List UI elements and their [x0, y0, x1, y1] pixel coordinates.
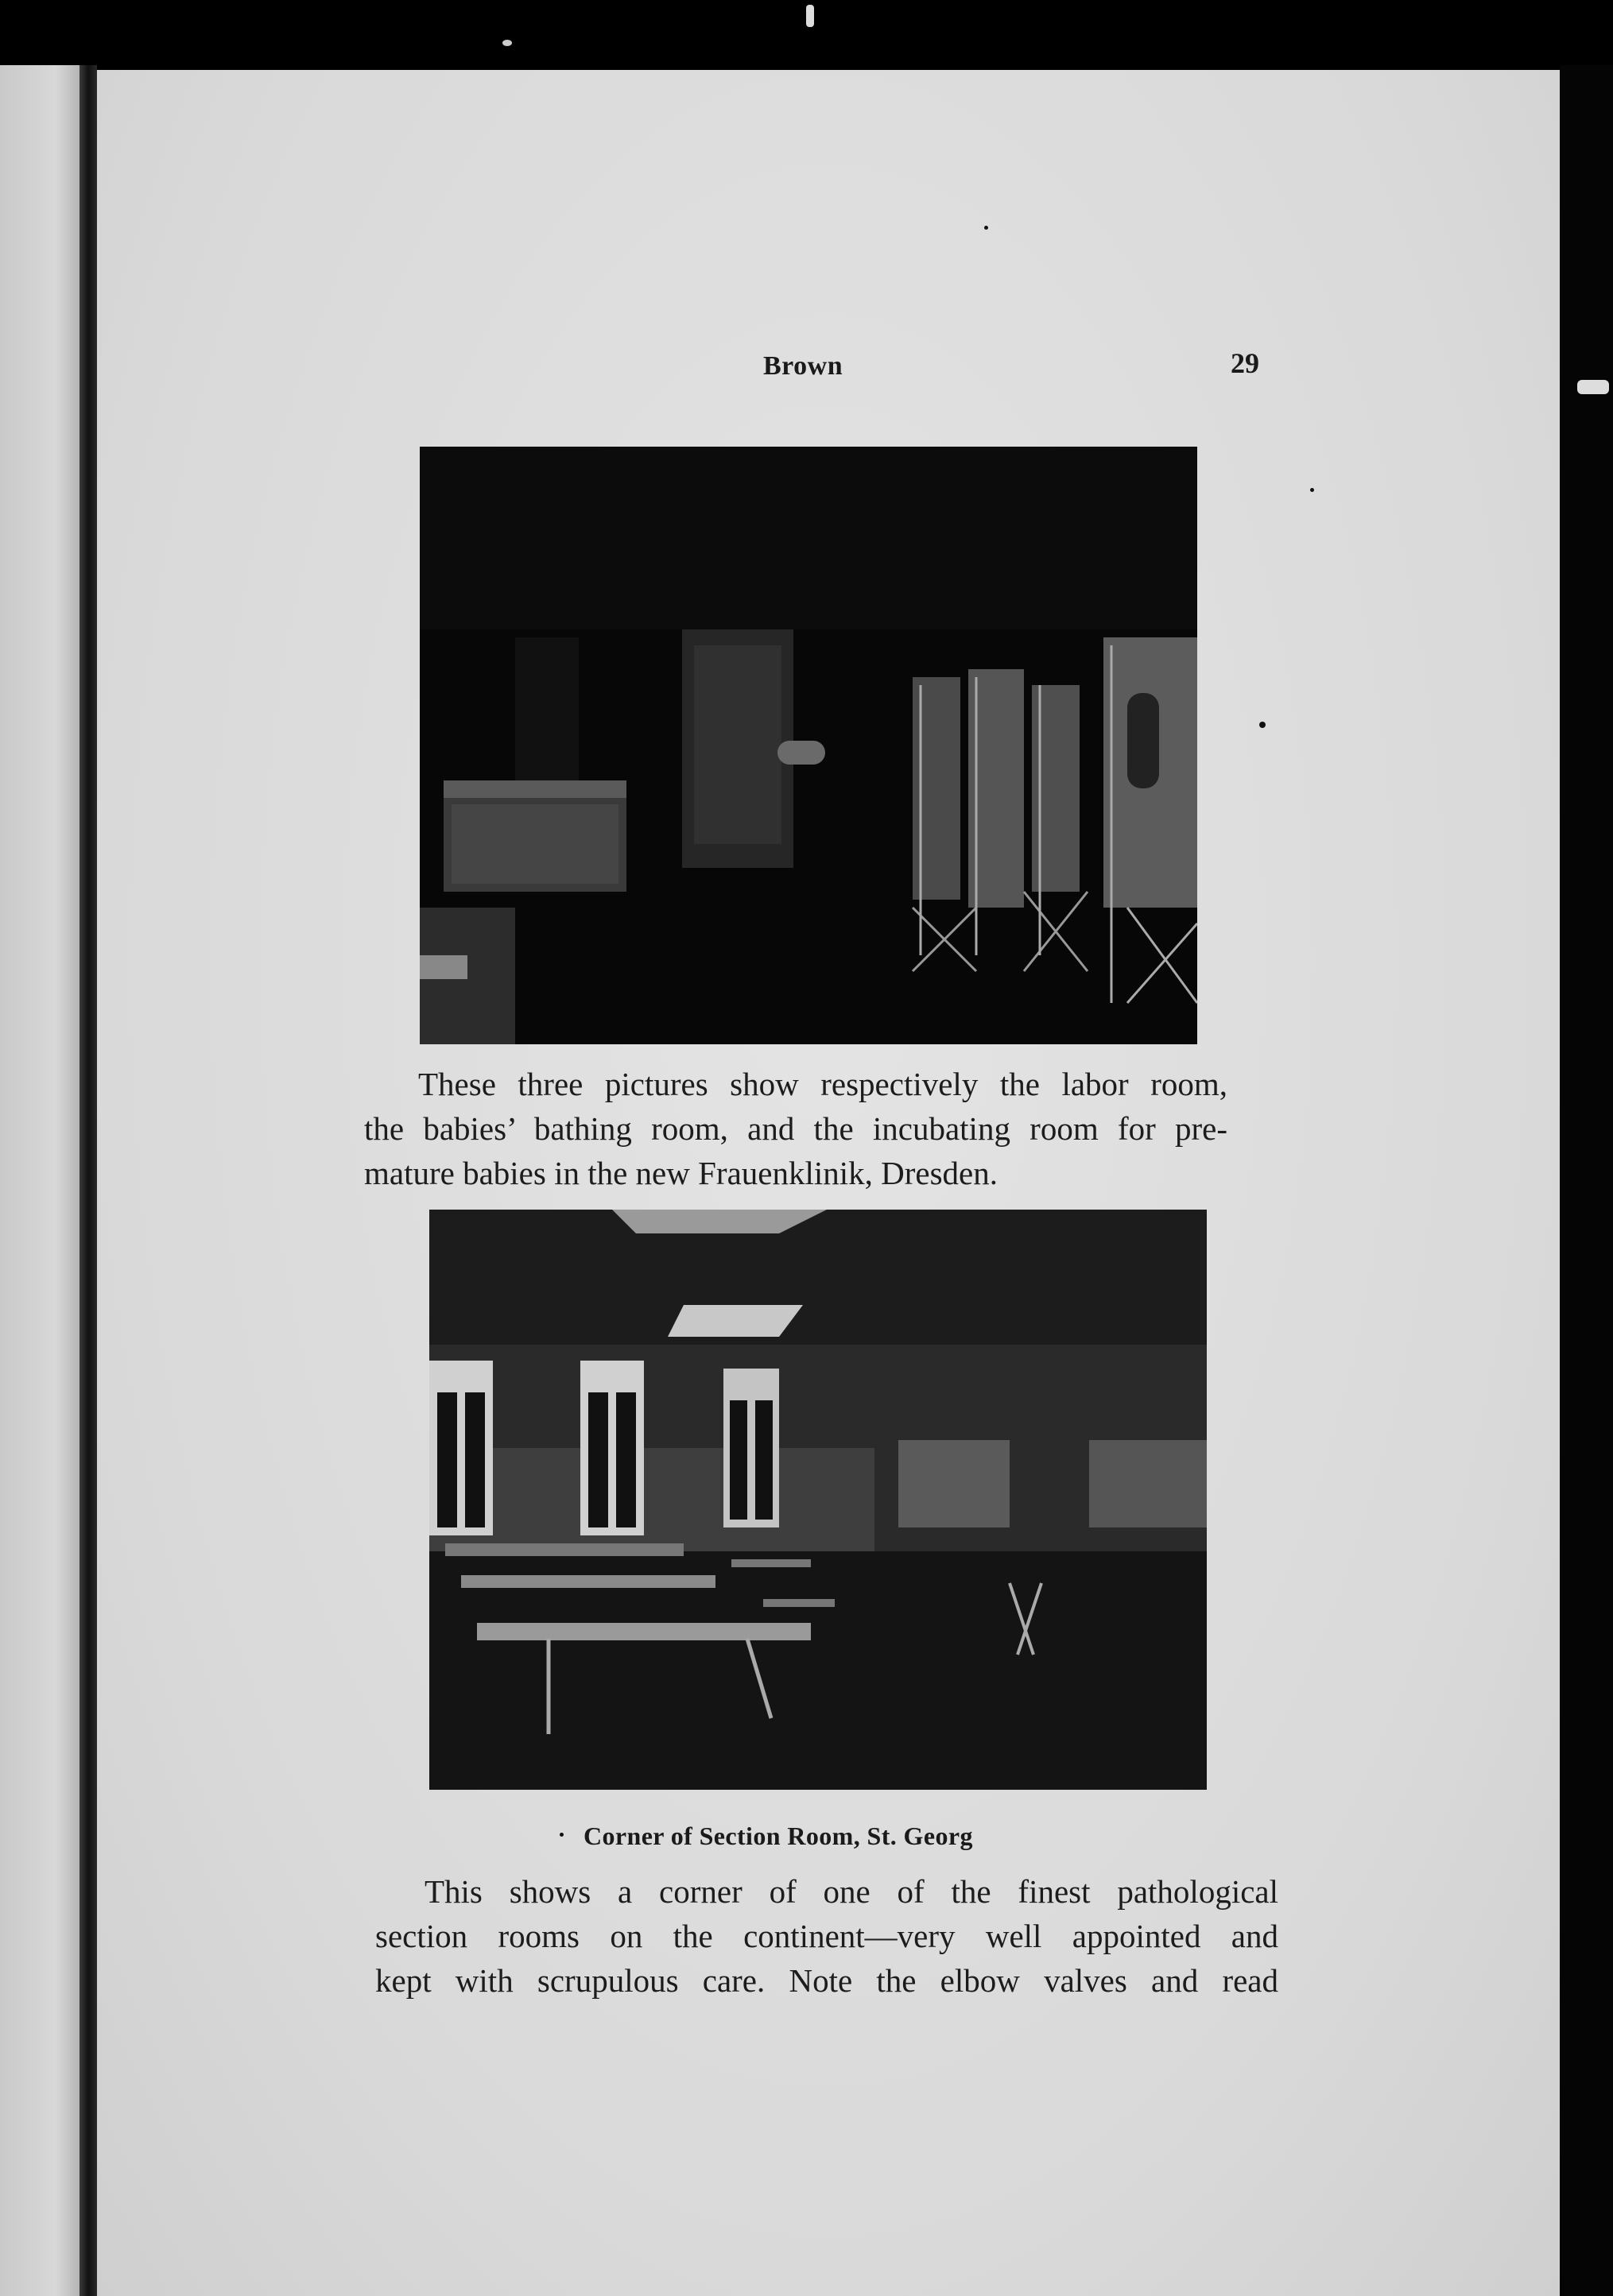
paragraph-2-line: kept with scrupulous care. Note the elbow valves and read: [375, 1962, 1278, 1999]
scan-speck: [1310, 488, 1314, 492]
incubating-room-photo: [420, 447, 1197, 1044]
paragraph-2: [375, 1869, 1278, 2003]
running-head: Brown: [763, 351, 843, 381]
scan-speck: [560, 1833, 564, 1837]
previous-page-edge: [0, 65, 79, 2296]
paragraph-2-line: section rooms on the continent—very well appointed and: [375, 1918, 1278, 1954]
book-gutter: [79, 65, 97, 2296]
section-room-photo: [429, 1210, 1207, 1790]
scan-speck: [502, 40, 512, 46]
section-room-image: [429, 1210, 1207, 1790]
paragraph-1: [364, 1062, 1227, 1195]
scan-border: [1560, 65, 1613, 2296]
scan-speck: [806, 5, 814, 27]
incubating-room-image: [420, 447, 1197, 1044]
paragraph-1-line: These three pictures show respectively the labor room,: [418, 1066, 1227, 1102]
paragraph-1-line: the babies’ bathing room, and the incubating room for pre-: [364, 1110, 1227, 1147]
page-number: 29: [1231, 347, 1259, 379]
scan-speck: [1577, 380, 1609, 394]
paragraph-2-line: This shows a corner of one of the finest pathological: [425, 1873, 1278, 1910]
paragraph-1-line: mature babies in the new Frauenklinik, Dresden.: [364, 1155, 998, 1191]
scan-speck: [1259, 722, 1266, 728]
scan-speck: [984, 226, 988, 230]
photo-caption: Corner of Section Room, St. Georg: [584, 1822, 973, 1850]
